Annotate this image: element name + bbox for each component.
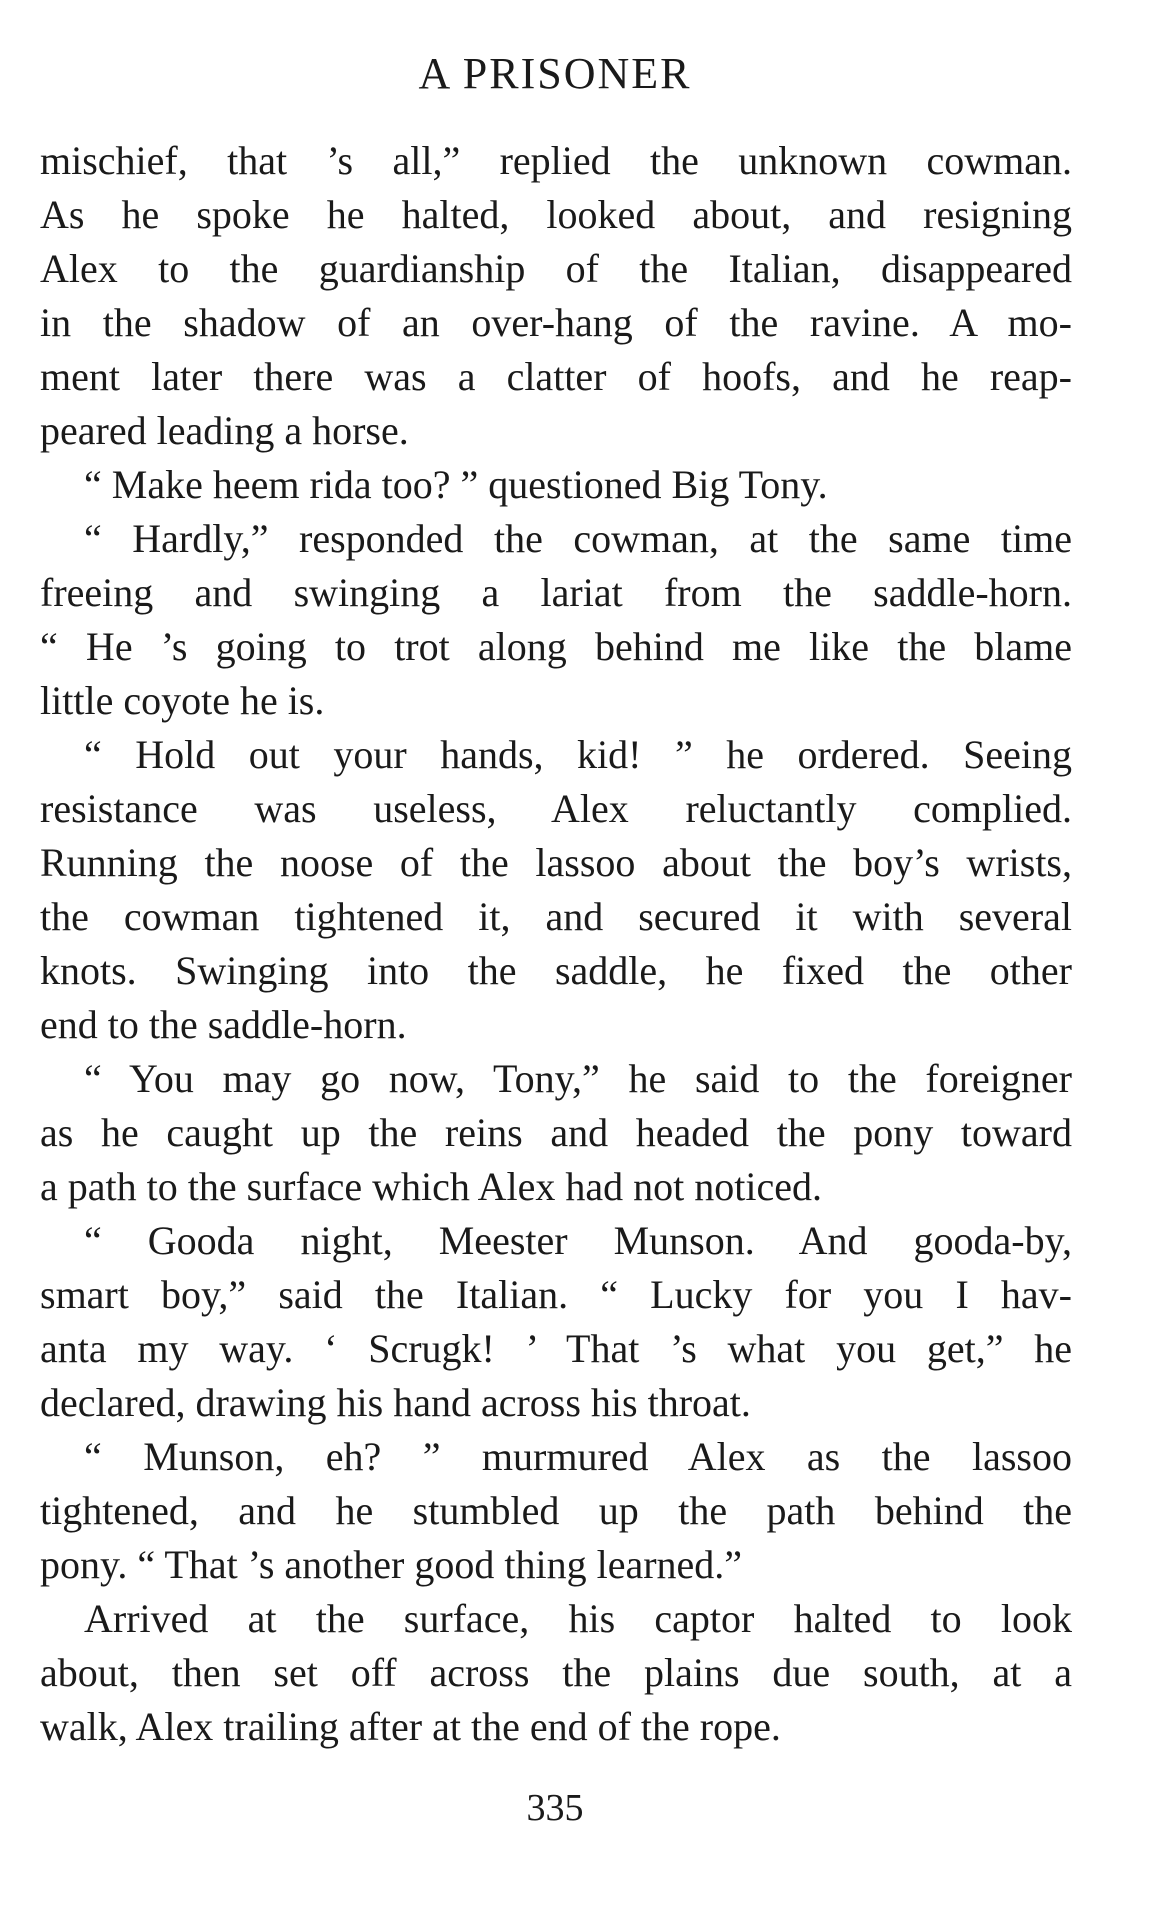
text-line: little coyote he is. — [40, 678, 325, 723]
text-line: “ Hold out your hands, kid! ” he ordered. Seeing — [84, 732, 1072, 777]
text-line: Arrived at the surface, his captor halted to look — [84, 1596, 1072, 1641]
body-text — [40, 134, 1072, 1754]
text-line: end to the saddle-horn. — [40, 1002, 407, 1047]
paragraph — [40, 1430, 1072, 1592]
text-line: Running the noose of the lassoo about the boy’s wrists, — [40, 840, 1072, 885]
paragraph — [40, 458, 1072, 512]
text-line: a path to the surface which Alex had not noticed. — [40, 1164, 822, 1209]
text-line: mischief, that ’s all,” replied the unknown cowman. — [40, 138, 1072, 183]
text-line: freeing and swinging a lariat from the saddle-horn. — [40, 570, 1072, 615]
paragraph — [40, 1052, 1072, 1214]
paragraph — [40, 728, 1072, 1052]
text-line: resistance was useless, Alex reluctantly complied. — [40, 786, 1072, 831]
text-line: “ He ’s going to trot along behind me like the blame — [40, 624, 1072, 669]
text-line: the cowman tightened it, and secured it with several — [40, 894, 1072, 939]
text-line: knots. Swinging into the saddle, he fixed the other — [40, 948, 1072, 993]
text-line: ment later there was a clatter of hoofs, and he reap- — [40, 354, 1072, 399]
paragraph — [40, 1592, 1072, 1754]
text-line: “ Munson, eh? ” murmured Alex as the lassoo — [84, 1434, 1072, 1479]
paragraph — [40, 512, 1072, 728]
paragraph — [40, 1214, 1072, 1430]
text-line: peared leading a horse. — [40, 408, 409, 453]
paragraph — [40, 134, 1072, 458]
running-head: A PRISONER — [418, 49, 692, 98]
page-number: 335 — [526, 1787, 584, 1829]
text-line: in the shadow of an over-hang of the ravine. A mo- — [40, 300, 1072, 345]
text-line: “ Hardly,” responded the cowman, at the same time — [84, 516, 1072, 561]
text-line: smart boy,” said the Italian. “ Lucky for you I hav- — [40, 1272, 1072, 1317]
text-line: tightened, and he stumbled up the path behind the — [40, 1488, 1072, 1533]
text-line: anta my way. ‘ Scrugk! ’ That ’s what you get,” he — [40, 1326, 1072, 1371]
text-line: declared, drawing his hand across his throat. — [40, 1380, 751, 1425]
text-line: walk, Alex trailing after at the end of the rope. — [40, 1704, 781, 1749]
text-line: “ You may go now, Tony,” he said to the foreigner — [84, 1056, 1072, 1101]
text-line: as he caught up the reins and headed the pony toward — [40, 1110, 1072, 1155]
text-line: “ Gooda night, Meester Munson. And gooda-by, — [84, 1218, 1072, 1263]
text-line: As he spoke he halted, looked about, and resigning — [40, 192, 1072, 237]
text-line: Alex to the guardianship of the Italian, disappeared — [40, 246, 1072, 291]
text-line: “ Make heem rida too? ” questioned Big Tony. — [84, 462, 828, 507]
text-line: pony. “ That ’s another good thing learned.” — [40, 1542, 743, 1587]
text-line: about, then set off across the plains due south, at a — [40, 1650, 1072, 1695]
